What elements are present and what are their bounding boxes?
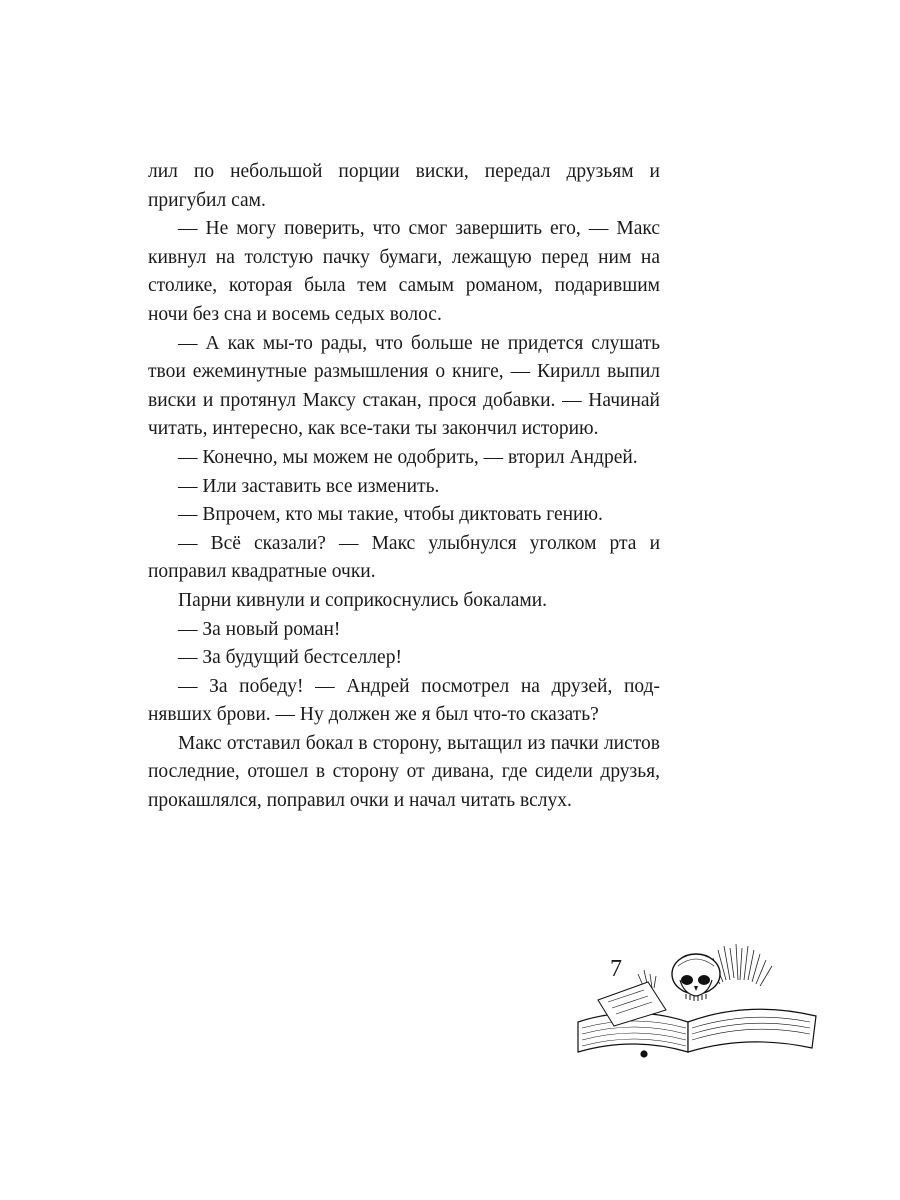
skull-icon (672, 954, 720, 1001)
paragraph-11: — За победу! — Андрей посмотрел на друзей, поднявших брови. — Ну должен же я был что-то сказать? (148, 675, 660, 726)
paragraph-10: — За будущий бестселлер! (178, 647, 402, 669)
paragraph-2: — Не могу поверить, что смог завершить его, — Макс кивнул на толстую пачку бумаги, лежащую перед ним на столике, которая была тем самым романом, подарившим ночи без сна и восемь седых волос. (148, 218, 660, 325)
page-number: 7 (610, 956, 622, 982)
paragraph-12: Макс отставил бокал в сторону, вытащил из пачки листов последние, отошел в сторону от дивана, где сидели друзья, прокашлялся, поправил очки и начал читать вслух. (148, 732, 660, 812)
paragraph-3: — А как мы-то рады, что больше не придется слушать твои ежеминутные размышления о книге, — Кирилл выпил виски и протянул Максу стакан, прося добавки. — Начинай читать, интересно, как все-таки ты закончил историю. (148, 332, 660, 440)
paragraph-7: — Всё сказали? — Макс улыбнулся уголком рта и поправил квадратные очки. (148, 532, 660, 583)
paragraph-1: лил по небольшой порции виски, передал друзьям и пригубил сам. (148, 161, 660, 211)
paragraph-6: — Впрочем, кто мы такие, чтобы диктовать гению. (178, 504, 603, 526)
paragraph-4: — Конечно, мы можем не одобрить, — вторил Андрей. (178, 446, 638, 468)
page-body (148, 158, 660, 816)
paragraph-9: — За новый роман! (178, 618, 341, 640)
paragraph-8: Парни кивнули и соприкоснулись бокалами. (178, 589, 548, 611)
skull-and-book-illustration (568, 930, 828, 1060)
paragraph-5: — Или заставить все изменить. (178, 475, 440, 497)
